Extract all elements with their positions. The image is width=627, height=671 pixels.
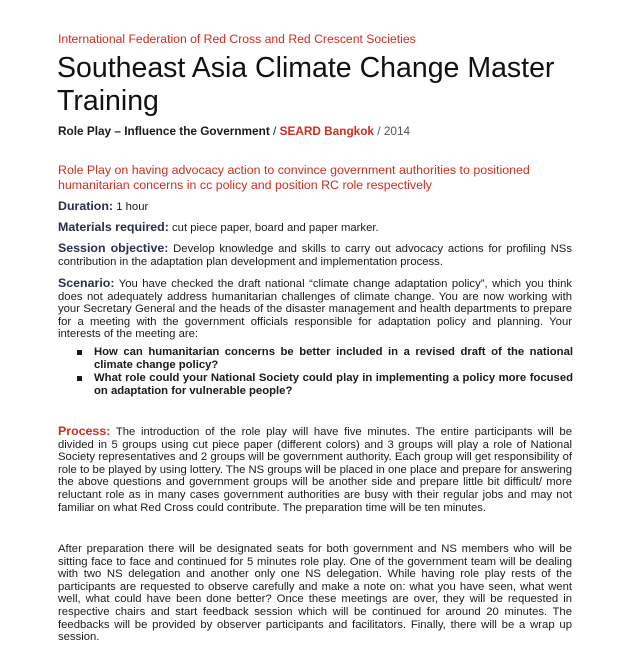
materials-section xyxy=(58,221,572,235)
process-label: Process: xyxy=(58,424,111,438)
duration-section xyxy=(58,200,572,214)
document-title: Southeast Asia Climate Change Master Training xyxy=(57,52,555,117)
duration-label: Duration: xyxy=(58,199,114,213)
scenario-section xyxy=(58,277,572,341)
list-item xyxy=(75,372,573,397)
process-value: The introduction of the role play will have five minutes. The entire participants will be divided in 5 groups using cut piece paper (different colors) and 3 groups will play a role of National Society representatives and 2 groups will be government authority. Each group will get responsibility of role to be played by using lottery. The NS groups will be placed in one place and prepare for answering the above questions and government groups will be another side and prepare little bit difficult/ more reluctant role as in many cases government authorities are busy with their regular jobs and may not familiar on what Red Cross could contribute. The preparation time will be ten minutes. xyxy=(58,426,572,514)
subtitle-office: SEARD Bangkok xyxy=(279,124,374,138)
scenario-questions xyxy=(75,346,573,398)
question-text: How can humanitarian concerns be better included in a revised draft of the national climate change policy? xyxy=(94,346,573,371)
scenario-value: You have checked the draft national “climate change adaptation policy”, which you think does not adequately address humanitarian challenges of climate change. You are now working with your Secretary General and the heads of the disaster management and health departments to prepare for a meeting with the government officials responsible for adaptation policy and planning. Your interests of the meeting are: xyxy=(58,278,572,341)
square-bullet-icon xyxy=(77,376,82,381)
list-item xyxy=(75,346,573,371)
organization-name: International Federation of Red Cross and Red Crescent Societies xyxy=(58,32,416,46)
subtitle-session: Role Play – Influence the Government xyxy=(58,124,270,138)
objective-section xyxy=(58,242,572,268)
objective-value: Develop knowledge and skills to carry out advocacy actions for profiling NSs contribution in the adaptation plan development and implementation process. xyxy=(58,243,572,268)
subtitle-separator: / xyxy=(374,124,384,138)
process-section xyxy=(58,425,572,514)
scenario-label: Scenario: xyxy=(58,276,115,290)
materials-value: cut piece paper, board and paper marker. xyxy=(168,222,379,234)
materials-label: Materials required: xyxy=(58,220,169,234)
document-subtitle xyxy=(58,124,410,138)
subtitle-separator: / xyxy=(269,124,280,138)
subtitle-year: 2014 xyxy=(383,124,411,138)
duration-value: 1 hour xyxy=(113,201,149,213)
objective-label: Session objective: xyxy=(58,241,169,255)
intro-statement: Role Play on having advocacy action to convince government authorities to positioned humanitarian concerns in cc policy and position RC role respectively xyxy=(58,163,530,192)
square-bullet-icon xyxy=(77,350,82,355)
question-text: What role could your National Society could play in implementing a policy more focused on adaptation for vulnerable people? xyxy=(94,372,573,397)
process-followup: After preparation there will be designated seats for both government and NS members who will be sitting face to face and continued for 5 minutes role play. One of the government team will be dealing with two NS delegation and another only one NS delegation. While having role play rests of the participants are requested to observe carefully and make a note on: what you have seen, what went well, what could have been done better? Once these meetings are over, they will be requested in respective chairs and start feedback session which will be continued for around 20 minutes. The feedbacks will be provided by observer participants and facilitators. Finally, there will be a wrap up session. xyxy=(58,543,572,644)
